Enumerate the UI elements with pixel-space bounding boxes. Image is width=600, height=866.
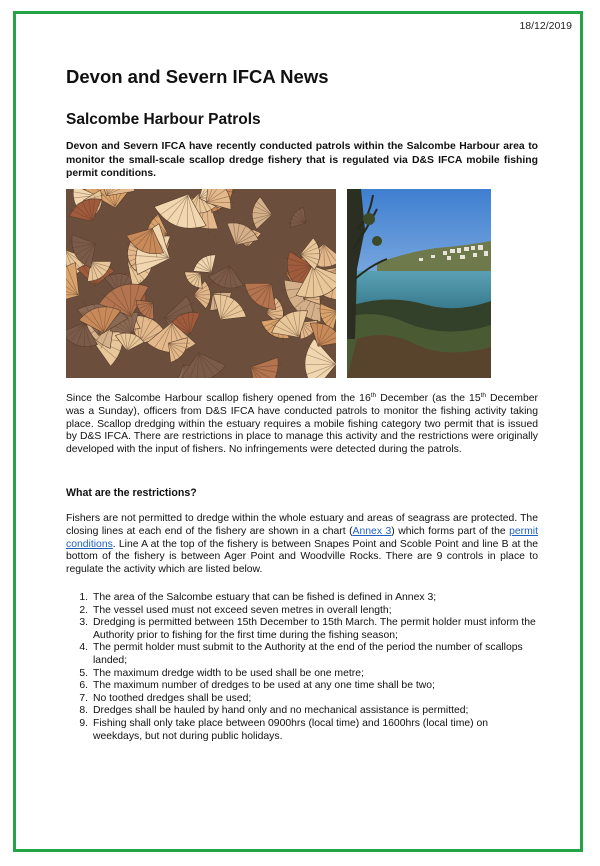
document-date: 18/12/2019 bbox=[519, 20, 572, 32]
list-item: 6. The maximum number of dredges to be used at any one time shall be two; bbox=[79, 680, 435, 692]
annex-3-link[interactable]: Annex 3 bbox=[352, 525, 392, 537]
harbour-photo bbox=[347, 189, 491, 378]
permit-conditions-link[interactable]: permit conditions bbox=[66, 525, 538, 550]
list-item: 1. The area of the Salcombe estuary that can be fished is defined in Annex 3; bbox=[79, 592, 437, 603]
list-item: 2. The vessel used must not exceed seven metres in overall length; bbox=[79, 604, 392, 616]
section-title: Salcombe Harbour Patrols bbox=[66, 111, 261, 128]
list-item: 9. Fishing shall only take place between 0900hrs (local time) and 1600hrs (local time) on weekdays, but not during public holidays. bbox=[79, 717, 489, 742]
list-item: 5. The maximum dredge width to be used shall be one metre; bbox=[79, 667, 364, 679]
restrictions-paragraph: Fishers are not permitted to dredge within the whole estuary and areas of seagrass are protected. The closing lines at each end of the fishery are shown in a chart (Annex 3) which forms part of the permit conditions. Line A at the top of the fishery is between Snapes Point and Scoble Point and line B at the bottom of the fishery is between Ager Point and Woodville Rocks. There are 9 controls in place to regulate the activity which are listed below. bbox=[66, 513, 538, 576]
scallops-photo bbox=[66, 189, 336, 378]
list-item: 7. No toothed dredges shall be used; bbox=[79, 692, 252, 704]
restrictions-heading: What are the restrictions? bbox=[66, 487, 197, 499]
list-item: 8. Dredges shall be hauled by hand only and no mechanical assistance is permitted; bbox=[79, 705, 469, 717]
list-item: 4. The permit holder must submit to the Authority at the end of the period the number of scallops landed; bbox=[79, 642, 523, 666]
newsletter-title: Devon and Severn IFCA News bbox=[66, 66, 329, 87]
lead-paragraph: Devon and Severn IFCA have recently conducted patrols within the Salcombe Harbour area to monitor the small-scale scallop dredge fishery that is regulated via D&S IFCA mobile fishing permit conditions. bbox=[66, 141, 538, 179]
patrol-summary-paragraph: Since the Salcombe Harbour scallop fishery opened from the 16th December (as the 15th December was a Sunday), officers from D&S IFCA have conducted patrols to monitor the fishing activity taking place. Scallop dredging within the estuary requires a mobile fishing category two permit that is issued by D&S IFCA. There are restrictions in place to manage this activity and the restrictions were originally developed with the input of fishers. No infringements were detected during the patrols. bbox=[66, 392, 538, 456]
restrictions-list bbox=[66, 592, 538, 743]
list-item: 3. Dredging is permitted between 15th December to 15th March. The permit holder must inform the Authority prior to fishing for the first time during the fishing season; bbox=[79, 617, 536, 641]
